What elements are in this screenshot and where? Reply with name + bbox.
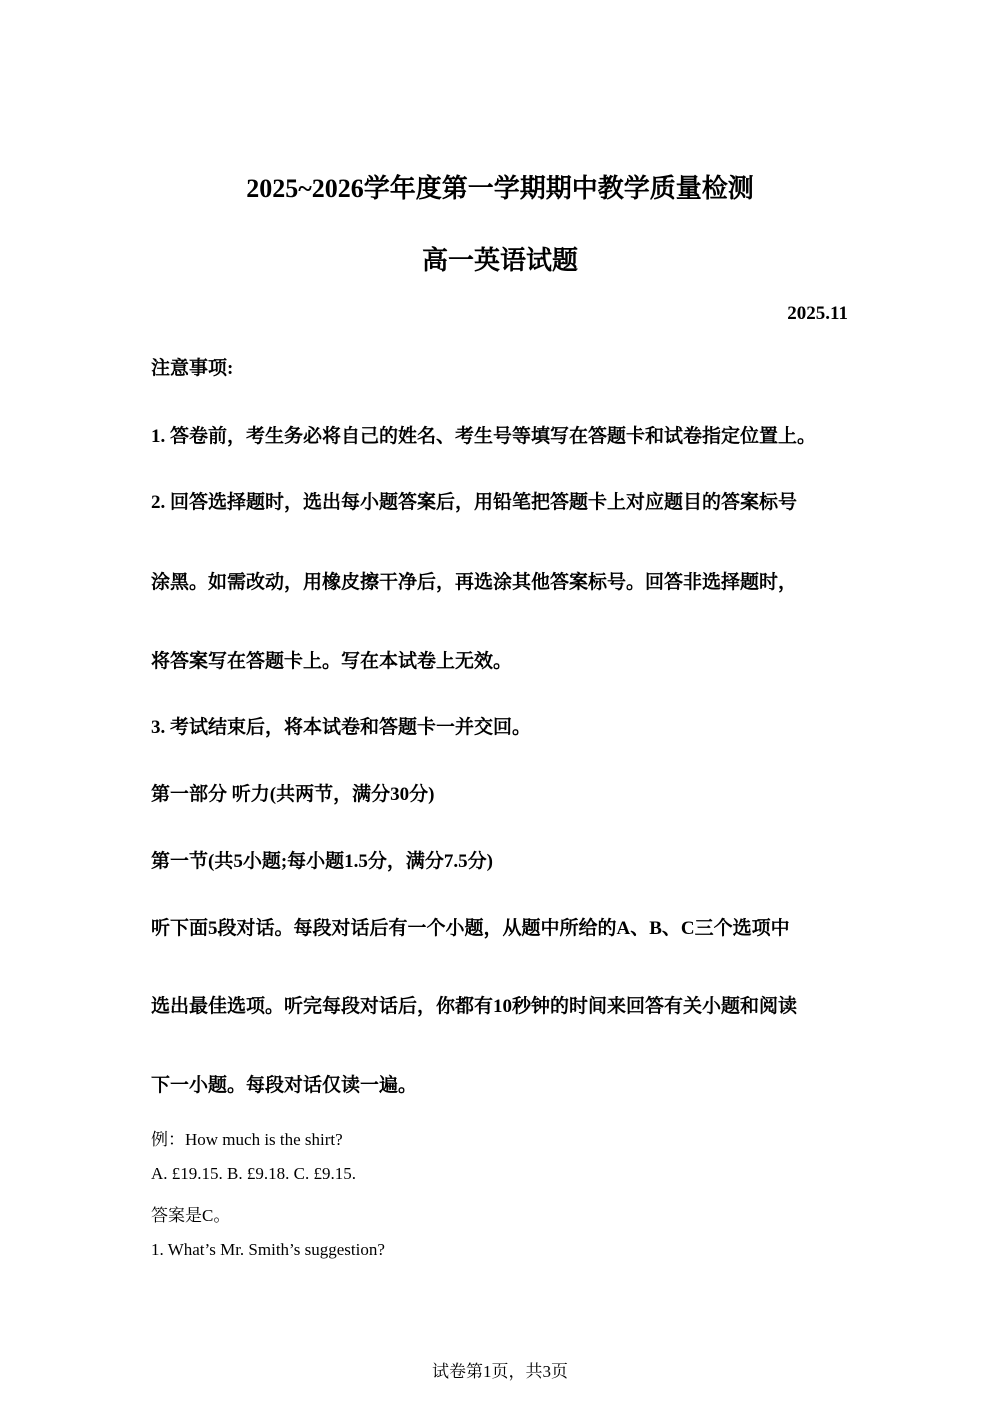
page-footer: 试卷第1页，共3页 xyxy=(432,1362,568,1381)
notice-item-1: 1. 答卷前，考生务必将自己的姓名、考生号等填写在答题卡和试卷指定位置上。 xyxy=(151,426,817,447)
instruction-line-3: 下一小题。每段对话仅读一遍。 xyxy=(151,1075,418,1096)
instruction-line-2: 选出最佳选项。听完每段对话后，你都有10秒钟的时间来回答有关小题和阅读 xyxy=(151,996,798,1017)
section1-heading: 第一节(共5小题;每小题1.5分，满分7.5分) xyxy=(151,851,493,872)
notice-item-2-line-1: 2. 回答选择题时，选出每小题答案后，用铅笔把答题卡上对应题目的答案标号 xyxy=(151,492,798,513)
example-question: 例：How much is the shirt? xyxy=(151,1130,343,1149)
part1-heading: 第一部分 听力(共两节，满分30分) xyxy=(151,784,435,805)
notice-heading: 注意事项: xyxy=(151,358,234,379)
instruction-line-1: 听下面5段对话。每段对话后有一个小题，从题中所给的A、B、C三个选项中 xyxy=(151,918,790,939)
exam-date: 2025.11 xyxy=(787,303,848,324)
notice-item-3: 3. 考试结束后，将本试卷和答题卡一并交回。 xyxy=(151,717,532,738)
example-options: A. £19.15. B. £9.18. C. £9.15. xyxy=(151,1164,356,1183)
notice-item-2-line-3: 将答案写在答题卡上。写在本试卷上无效。 xyxy=(151,651,513,672)
exam-subtitle: 高一英语试题 xyxy=(421,246,578,275)
notice-item-2-line-2: 涂黑。如需改动，用橡皮擦干净后，再选涂其他答案标号。回答非选择题时， xyxy=(151,572,798,593)
exam-title: 2025~2026学年度第一学期期中教学质量检测 xyxy=(246,174,754,203)
question-1: 1. What’s Mr. Smith’s suggestion? xyxy=(151,1240,385,1259)
example-answer: 答案是C。 xyxy=(151,1206,231,1225)
